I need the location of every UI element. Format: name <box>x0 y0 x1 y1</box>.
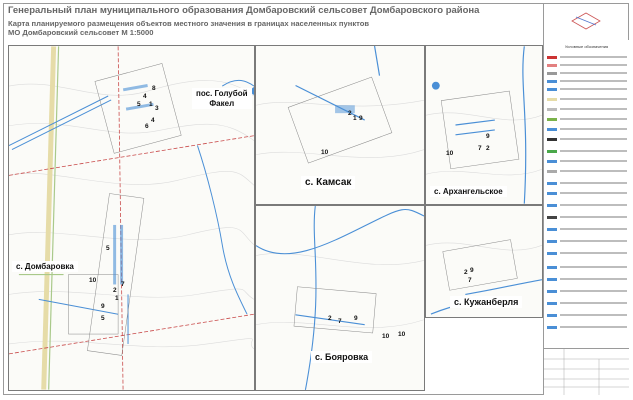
object-number: 5 <box>106 245 110 252</box>
object-number: 3 <box>155 105 159 112</box>
object-number: 5 <box>101 315 105 322</box>
object-number: 2 <box>113 287 117 294</box>
label-golubov-fakel: пос. Голубой Факел <box>192 88 252 109</box>
map-panel-arkhangelskoe <box>425 45 543 205</box>
object-number: 9 <box>486 133 490 140</box>
map-panel-dombarovka <box>8 45 255 391</box>
map-panel-kamsak <box>255 45 425 205</box>
object-number: 7 <box>468 277 472 284</box>
object-number: 1 <box>353 115 357 122</box>
stamp-grid <box>544 349 629 395</box>
object-number: 7 <box>478 145 482 152</box>
object-number: 9 <box>101 303 105 310</box>
map-scale-note: МО Домбаровский сельсовет М 1:5000 <box>8 27 154 37</box>
object-number: 4 <box>143 93 147 100</box>
object-number: 7 <box>121 281 125 288</box>
object-number: 2 <box>486 145 490 152</box>
object-number: 10 <box>398 331 406 338</box>
object-number: 2 <box>348 110 352 117</box>
title-block <box>8 6 528 37</box>
legend-title: Условные обозначения <box>564 44 609 49</box>
object-number: 10 <box>321 149 329 156</box>
label-dombarovka: с. Домбаровка <box>12 261 78 272</box>
object-number: 2 <box>328 315 332 322</box>
object-number: 7 <box>338 318 342 325</box>
map-panel-kuzhanberlya <box>425 205 543 318</box>
arkhangelskoe-map-svg <box>426 46 542 204</box>
object-number: 9 <box>470 267 474 274</box>
object-number: 1 <box>149 101 153 108</box>
label-kamsak: с. Камсак <box>301 176 355 189</box>
object-number: 9 <box>354 315 358 322</box>
map-subtitle: Карта планируемого размещения объектов местного значения в границах населенных пунктов <box>8 18 370 28</box>
label-arkhangelskoe: с. Архангельское <box>430 186 507 197</box>
object-number: 9 <box>359 115 363 122</box>
legend-panel <box>543 40 629 348</box>
label-kuzhanberlya: с. Кужанберля <box>450 296 522 308</box>
object-number: 2 <box>464 269 468 276</box>
object-number: 4 <box>151 117 155 124</box>
logo-box <box>543 3 629 41</box>
map-panel-boyarovka <box>255 205 425 391</box>
label-boyarovka: с. Бояровка <box>311 351 372 363</box>
title-stamp <box>543 348 629 395</box>
object-number: 5 <box>137 101 141 108</box>
logo-icon <box>544 3 629 40</box>
object-number: 10 <box>89 277 97 284</box>
object-number: 10 <box>446 150 454 157</box>
object-number: 6 <box>145 123 149 130</box>
object-number: 8 <box>152 85 156 92</box>
map-title: Генеральный план муниципального образования Домбаровский сельсовет Домбаровского района <box>8 5 480 16</box>
object-number: 10 <box>382 333 390 340</box>
object-number: 1 <box>115 295 119 302</box>
